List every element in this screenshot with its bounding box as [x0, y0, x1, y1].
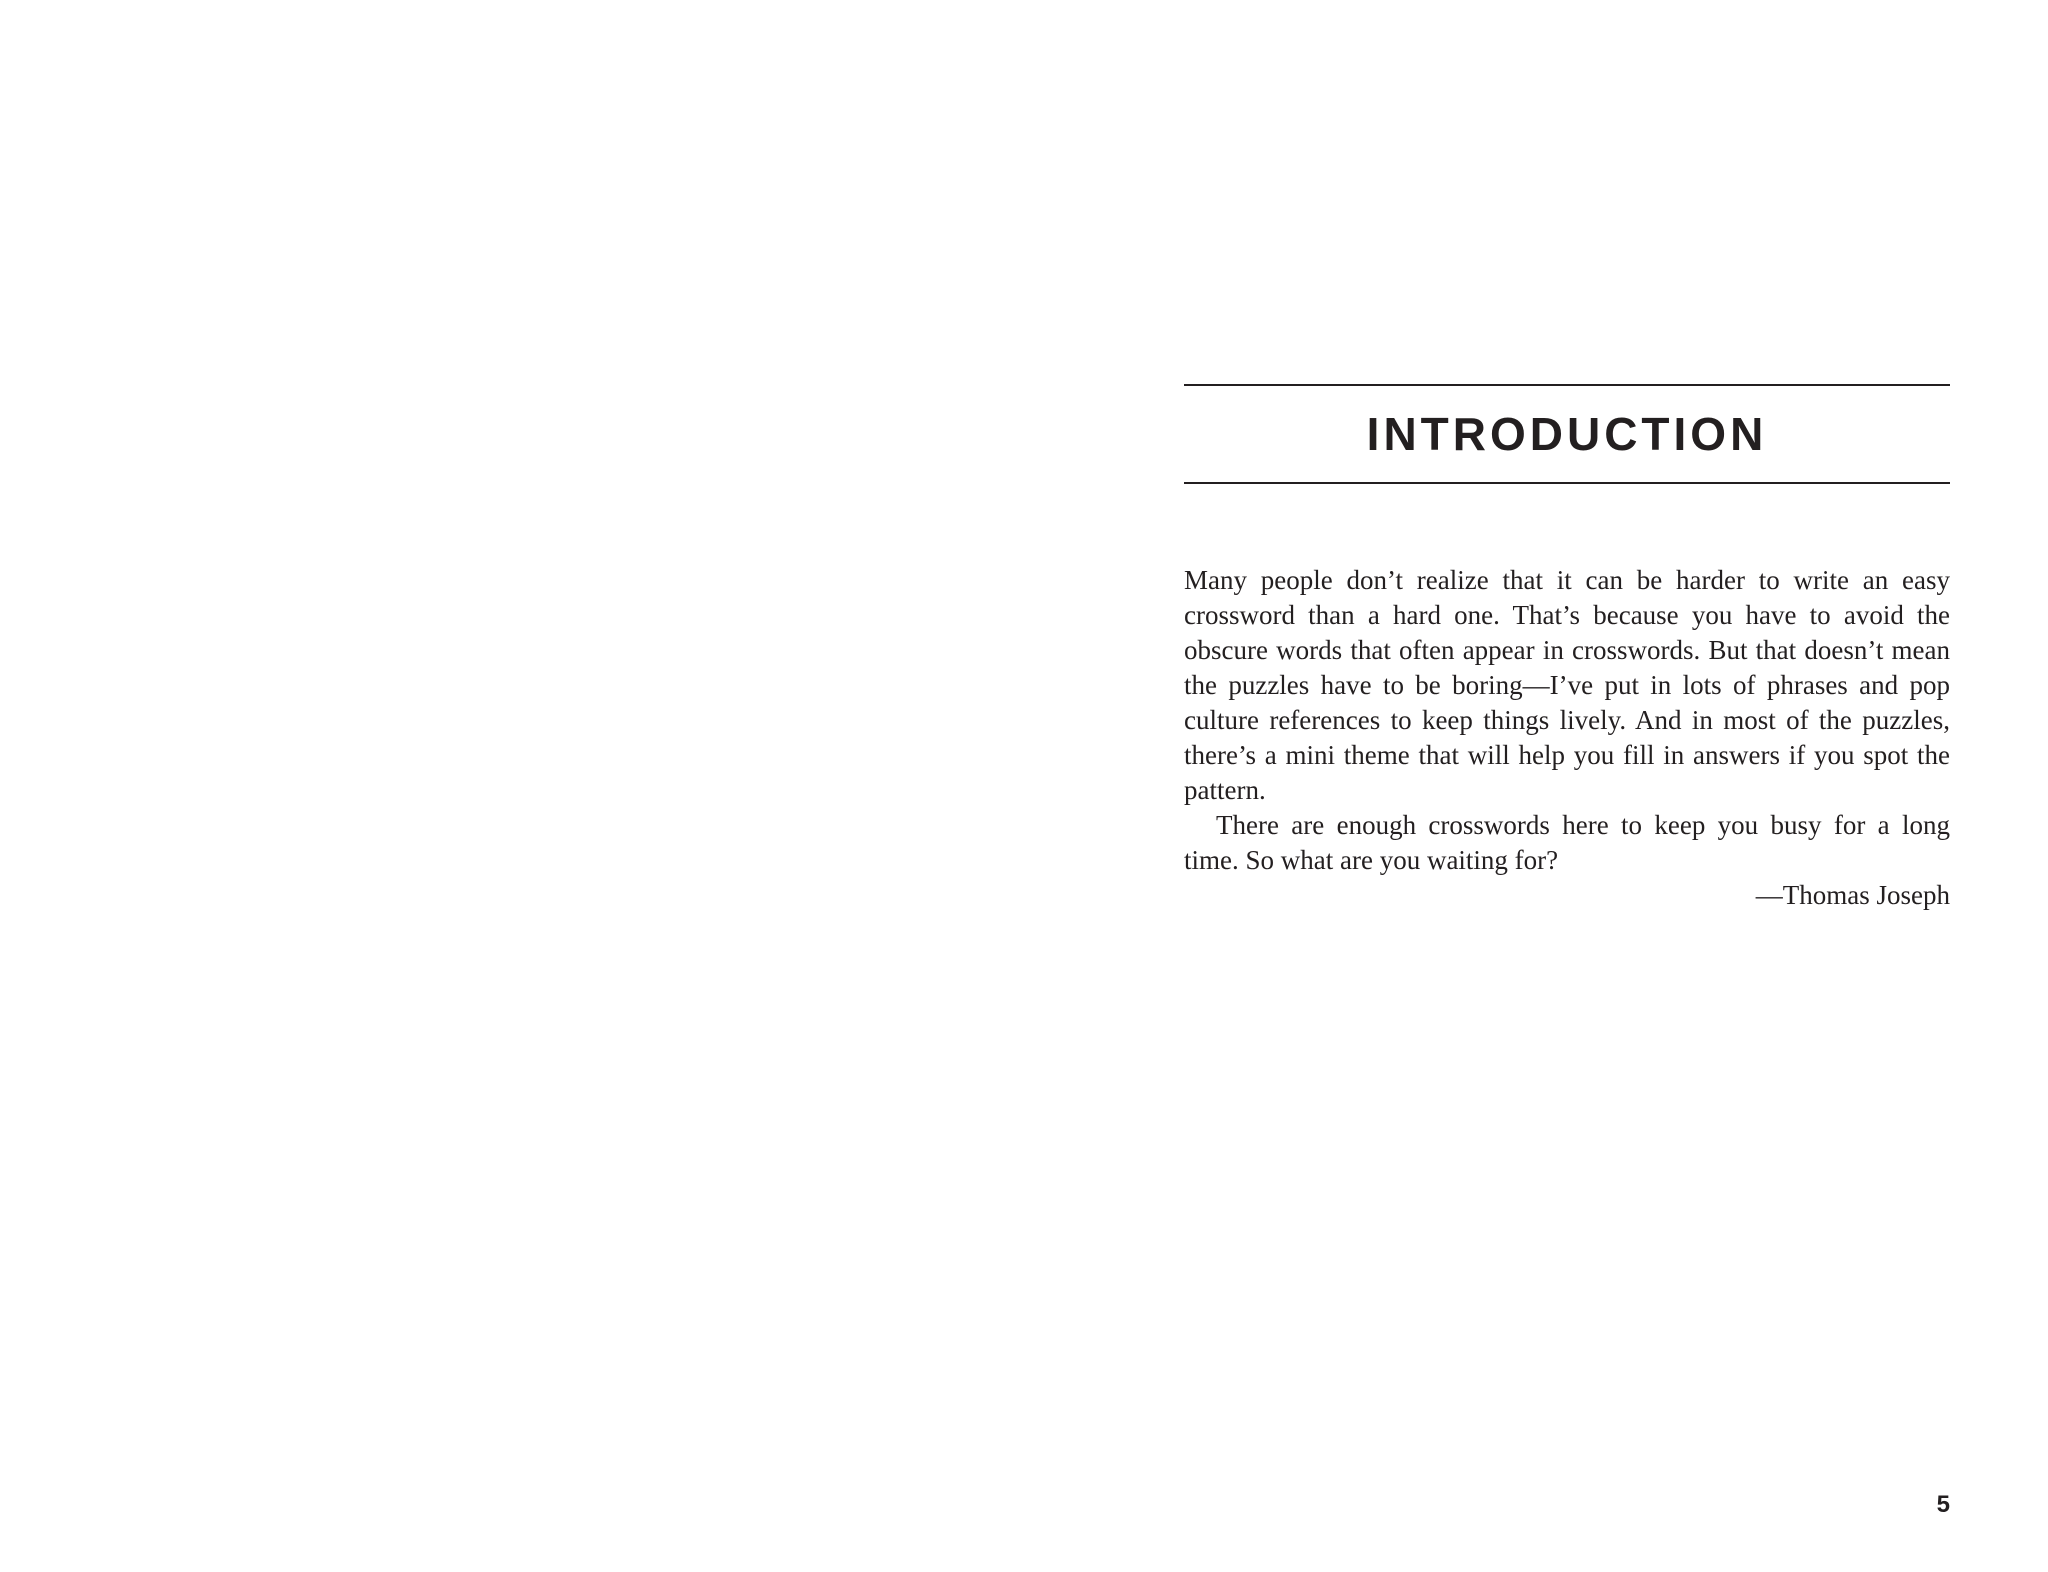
author-signature: —Thomas Joseph — [1755, 880, 1950, 910]
page-number: 5 — [1936, 1491, 1950, 1518]
title-rule-bottom — [1184, 482, 1950, 484]
intro-paragraph-2: There are enough crosswords here to keep you busy for a long time. So what are you waiting for? — [1184, 810, 1950, 875]
title-rule-top — [1184, 384, 1950, 386]
introduction-body — [1184, 563, 1950, 913]
intro-paragraph-1: Many people don’t realize that it can be harder to write an easy crossword than a hard one. That’s because you have to avoid the obscure words that often appear in crosswords. But that doesn’t mean the puzzles have to be boring—I’ve put in lots of phrases and pop culture references to keep things lively. And in most of the puzzles, there’s a mini theme that will help you fill in answers if you spot the pattern. — [1184, 565, 1950, 805]
chapter-title: INTRODUCTION — [1366, 408, 1768, 460]
